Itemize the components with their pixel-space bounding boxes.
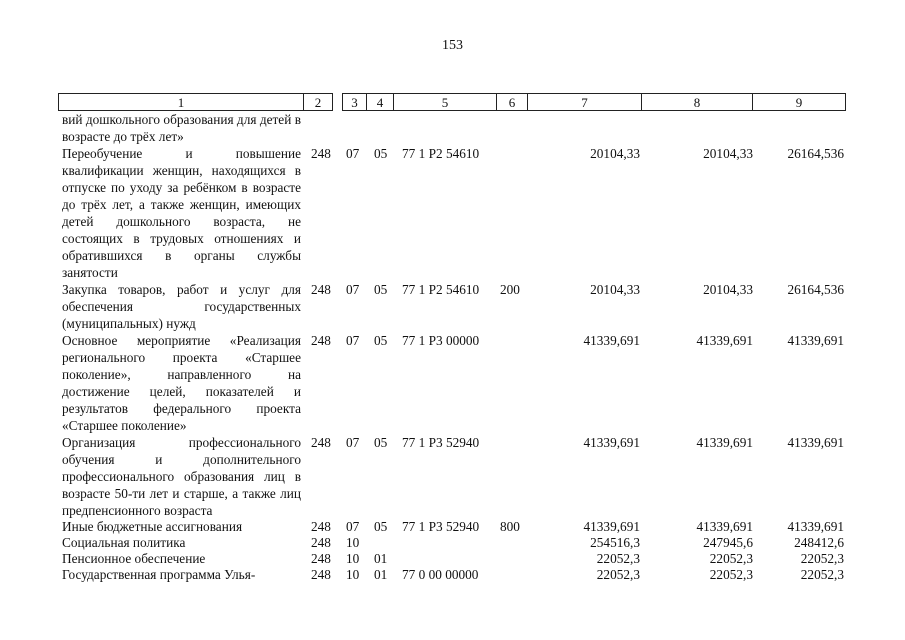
row-admin-code: 248 <box>311 519 331 534</box>
row-admin-code: 248 <box>311 282 331 297</box>
row-name: Закупка товаров, работ и услуг для обеспечения государственных (муниципальных) нужд <box>62 282 301 331</box>
table-row <box>0 434 905 519</box>
row-subsection: 05 <box>374 435 388 450</box>
row-target-article: 77 1 P3 52940 <box>402 519 480 534</box>
row-name: Пенсионное обеспечение <box>62 551 206 566</box>
row-amount-col9: 26164,536 <box>787 282 844 297</box>
row-admin-code: 248 <box>311 567 331 582</box>
table-row <box>0 519 905 535</box>
table-row <box>0 332 905 434</box>
row-amount-col7: 41339,691 <box>583 519 640 534</box>
row-section: 07 <box>346 146 360 161</box>
row-subsection: 05 <box>374 333 388 348</box>
row-subsection: 05 <box>374 519 388 534</box>
row-amount-col9: 22052,3 <box>800 551 844 566</box>
table-row <box>0 535 905 551</box>
row-amount-col9: 41339,691 <box>787 435 844 450</box>
row-name: Основное мероприятие «Реализация регионального проекта «Старшее поколение», направленного на достижение целей, показателей и результатов федерального проекта «Старшее поколение» <box>62 333 301 433</box>
row-name: Организация профессионального обучения и дополнительного профессионального образования лиц в возрасте 50-ти лет и старше, а также лиц предпенсионного возраста <box>62 435 301 518</box>
table-row <box>0 145 905 281</box>
row-amount-col8: 20104,33 <box>703 282 753 297</box>
header-col-3: 3 <box>342 93 367 111</box>
row-amount-col9: 22052,3 <box>800 567 844 582</box>
row-target-article: 77 1 P3 52940 <box>402 435 480 450</box>
row-expense-type: 200 <box>500 282 520 297</box>
row-amount-col7: 22052,3 <box>596 551 640 566</box>
row-amount-col8: 247945,6 <box>703 535 753 550</box>
row-amount-col7: 20104,33 <box>590 282 640 297</box>
row-amount-col7: 20104,33 <box>590 146 640 161</box>
header-col-6: 6 <box>496 93 528 111</box>
row-name: Социальная политика <box>62 535 186 550</box>
row-subsection: 01 <box>374 567 388 582</box>
row-admin-code: 248 <box>311 333 331 348</box>
row-amount-col8: 22052,3 <box>709 567 753 582</box>
header-col-8: 8 <box>641 93 753 111</box>
row-subsection: 05 <box>374 146 388 161</box>
row-section: 10 <box>346 551 360 566</box>
row-name: вий дошкольного образования для детей в возрасте до трёх лет» <box>62 112 301 144</box>
row-admin-code: 248 <box>311 535 331 550</box>
row-admin-code: 248 <box>311 551 331 566</box>
row-amount-col9: 26164,536 <box>787 146 844 161</box>
header-col-2: 2 <box>303 93 333 111</box>
row-admin-code: 248 <box>311 435 331 450</box>
page-number: 153 <box>442 38 463 53</box>
row-name: Переобучение и повышение квалификации женщин, находящихся в отпуске по уходу за ребёнком в возрасте до трёх лет, а также женщин, имеющих детей дошкольного возраста, не состоящих в трудовых отношениях и обратившихся в органы службы занятости <box>62 146 301 280</box>
row-section: 10 <box>346 535 360 550</box>
header-col-5: 5 <box>393 93 497 111</box>
row-amount-col8: 41339,691 <box>696 333 753 348</box>
row-amount-col7: 41339,691 <box>583 435 640 450</box>
row-target-article: 77 0 00 00000 <box>402 567 479 582</box>
table-row <box>0 551 905 567</box>
row-section: 07 <box>346 282 360 297</box>
row-expense-type: 800 <box>500 519 520 534</box>
row-amount-col7: 22052,3 <box>596 567 640 582</box>
row-name: Государственная программа Улья- <box>62 567 256 582</box>
row-target-article: 77 1 P3 00000 <box>402 333 480 348</box>
row-amount-col9: 41339,691 <box>787 519 844 534</box>
row-amount-col8: 20104,33 <box>703 146 753 161</box>
header-col-4: 4 <box>366 93 394 111</box>
table-row <box>0 281 905 332</box>
row-amount-col8: 22052,3 <box>709 551 753 566</box>
header-col-9: 9 <box>752 93 846 111</box>
row-amount-col8: 41339,691 <box>696 519 753 534</box>
table-header <box>58 93 846 111</box>
header-col-7: 7 <box>527 93 642 111</box>
row-amount-col8: 41339,691 <box>696 435 753 450</box>
row-section: 10 <box>346 567 360 582</box>
table-body <box>0 111 905 583</box>
row-name: Иные бюджетные ассигнования <box>62 519 243 534</box>
row-admin-code: 248 <box>311 146 331 161</box>
row-amount-col9: 248412,6 <box>794 535 844 550</box>
row-target-article: 77 1 P2 54610 <box>402 282 480 297</box>
row-amount-col7: 254516,3 <box>590 535 640 550</box>
row-target-article: 77 1 P2 54610 <box>402 146 480 161</box>
row-section: 07 <box>346 519 360 534</box>
row-amount-col7: 41339,691 <box>583 333 640 348</box>
row-amount-col9: 41339,691 <box>787 333 844 348</box>
row-section: 07 <box>346 333 360 348</box>
row-subsection: 05 <box>374 282 388 297</box>
table-row <box>0 567 905 583</box>
row-subsection: 01 <box>374 551 388 566</box>
header-col-1: 1 <box>58 93 304 111</box>
row-section: 07 <box>346 435 360 450</box>
table-row <box>0 111 905 145</box>
